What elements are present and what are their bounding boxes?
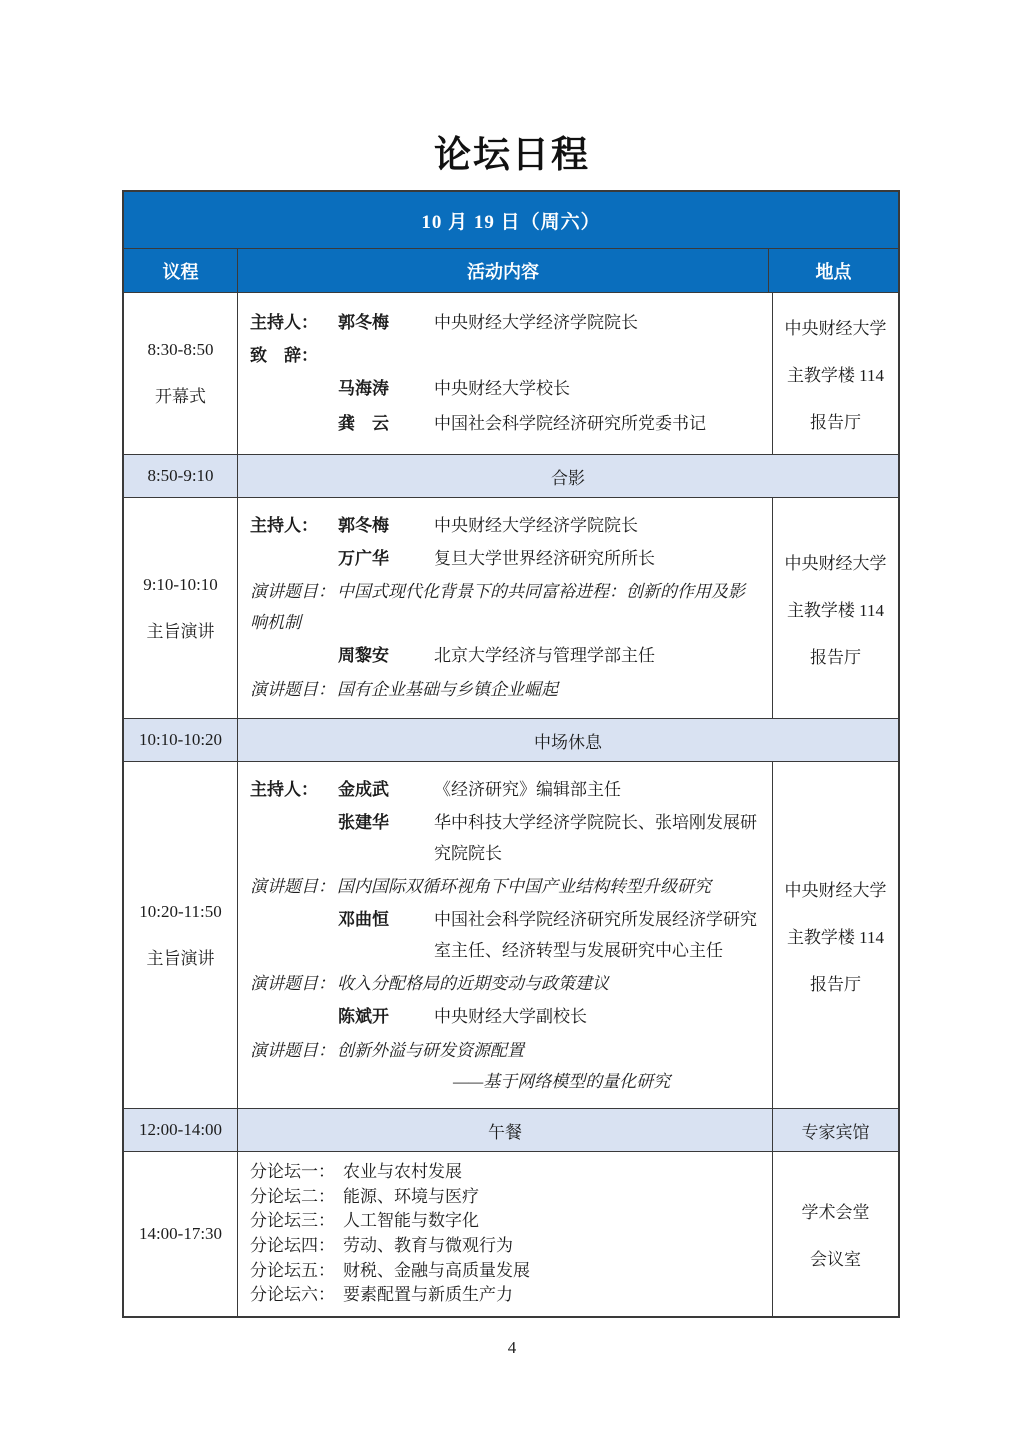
host-prefix: 主持人： xyxy=(250,515,318,535)
band-label: 中场休息 xyxy=(237,719,898,761)
table-row xyxy=(124,497,898,718)
forum-prefix: 分论坛二： xyxy=(250,1186,335,1206)
time-cell xyxy=(124,1152,237,1316)
speaker-name: 周黎安 xyxy=(338,646,389,666)
session-label: 主旨演讲 xyxy=(146,621,215,641)
time-cell: 12:00-14:00 xyxy=(138,1120,223,1139)
host-prefix: 主持人： xyxy=(250,312,318,332)
speaker-name: 万广华 xyxy=(338,549,389,569)
topic-text: 创新外溢与研发资源配置 xyxy=(337,1040,524,1060)
session-label: 开幕式 xyxy=(155,387,206,406)
content-cell xyxy=(237,498,772,718)
forum-line xyxy=(250,1160,760,1185)
topic-line xyxy=(250,577,760,638)
location-line: 报告厅 xyxy=(810,647,861,667)
host-line xyxy=(250,308,760,339)
location-line: 中央财经大学 xyxy=(784,319,887,338)
column-header-agenda: 议程 xyxy=(162,261,199,282)
forum-line xyxy=(250,1259,760,1284)
column-header-row xyxy=(124,248,898,292)
topic-prefix: 演讲题目： xyxy=(250,974,335,993)
time-text: 10:20-11:50 xyxy=(139,901,222,921)
table-row xyxy=(124,718,898,761)
content-cell xyxy=(237,293,772,454)
speaker-name: 马海涛 xyxy=(338,378,389,398)
topic-text: 国有企业基础与乡镇企业崛起 xyxy=(337,679,558,699)
speaker-title: 《经济研究》编辑部主任 xyxy=(434,779,621,799)
table-row xyxy=(124,1108,898,1151)
table-row xyxy=(124,454,898,497)
location-line: 中央财经大学 xyxy=(784,553,887,573)
location-line: 主教学楼 114 xyxy=(786,366,885,385)
location-line: 主教学楼 114 xyxy=(786,600,885,620)
topic-continuation: ——基于网络模型的量化研究 xyxy=(453,1071,671,1091)
time-text: 8:30-8:50 xyxy=(147,340,214,359)
speaker-name: 陈斌开 xyxy=(338,1007,389,1027)
speaker-name: 郭冬梅 xyxy=(338,515,389,535)
topic-text: 国内国际双循环视角下中国产业结构转型升级研究 xyxy=(337,876,711,896)
location-line: 学术会堂 xyxy=(801,1202,870,1222)
forum-line xyxy=(250,1209,760,1234)
speaker-title: 中国社会科学院经济研究所发展经济学研究室主任、经济转型与发展研究中心主任 xyxy=(434,910,757,960)
speaker-title: 华中科技大学经济学院院长、张培刚发展研究院院长 xyxy=(434,812,757,863)
forum-line xyxy=(250,1234,760,1259)
speaker-name: 金成武 xyxy=(338,779,389,799)
time-cell xyxy=(124,293,237,454)
column-header-location: 地点 xyxy=(768,249,898,292)
forum-prefix: 分论坛五： xyxy=(250,1260,335,1280)
location-cell xyxy=(772,498,898,718)
time-cell: 8:50-9:10 xyxy=(147,466,214,485)
table-row xyxy=(124,1151,898,1316)
location-cell xyxy=(772,1152,898,1316)
speaker-title: 中央财经大学经济学院院长 xyxy=(434,312,638,332)
forum-topic: 农业与农村发展 xyxy=(343,1162,462,1181)
speaker-name: 张建华 xyxy=(338,812,389,832)
topic-line xyxy=(250,675,760,706)
host-line xyxy=(250,511,760,542)
topic-prefix: 演讲题目： xyxy=(250,679,335,699)
topic-line xyxy=(250,872,760,903)
speaker-line xyxy=(250,544,760,575)
location-line: 中央财经大学 xyxy=(784,880,887,900)
speaker-line xyxy=(250,905,760,966)
forum-topic: 劳动、教育与微观行为 xyxy=(343,1235,513,1255)
speaker-title: 中国社会科学院经济研究所党委书记 xyxy=(434,413,706,433)
host-line xyxy=(250,775,760,806)
forum-prefix: 分论坛三： xyxy=(250,1211,335,1231)
forum-prefix: 分论坛四： xyxy=(250,1235,335,1255)
forum-line xyxy=(250,1185,760,1210)
forum-topic: 能源、环境与医疗 xyxy=(343,1186,479,1206)
speaker-title: 中央财经大学经济学院院长 xyxy=(434,515,638,535)
host-prefix: 主持人： xyxy=(250,779,318,799)
time-cell xyxy=(124,762,237,1108)
time-cell: 10:10-10:20 xyxy=(138,730,223,749)
speaker-line xyxy=(250,641,760,672)
topic-text: 中国式现代化背景下的共同富裕进程：创新的作用及影响机制 xyxy=(250,582,745,632)
speaker-line xyxy=(250,409,760,440)
page-number: 4 xyxy=(507,1338,517,1357)
topic-line xyxy=(250,1036,760,1067)
location-line: 报告厅 xyxy=(810,974,861,994)
section-label: 致 辞： xyxy=(250,345,318,365)
speaker-name: 龚 云 xyxy=(338,413,389,433)
speaker-title: 复旦大学世界经济研究所所长 xyxy=(434,549,655,569)
forum-topic: 财税、金融与高质量发展 xyxy=(343,1260,530,1280)
schedule-table xyxy=(122,190,900,1318)
band-label: 午餐 xyxy=(237,1109,772,1151)
topic-prefix: 演讲题目： xyxy=(250,582,335,602)
content-cell xyxy=(237,1152,772,1316)
speaker-name: 郭冬梅 xyxy=(338,312,389,332)
topic-prefix: 演讲题目： xyxy=(250,876,335,896)
page-title: 论坛日程 xyxy=(434,134,590,175)
location-line: 主教学楼 114 xyxy=(786,927,885,947)
speaker-line xyxy=(250,808,760,869)
speaker-title: 中央财经大学副校长 xyxy=(434,1007,587,1027)
band-label: 合影 xyxy=(237,455,898,497)
forum-line xyxy=(250,1283,760,1308)
content-cell xyxy=(237,762,772,1108)
schedule-rows xyxy=(124,292,898,1316)
speaker-name: 邓曲恒 xyxy=(338,910,389,930)
speaker-line xyxy=(250,374,760,405)
topic-prefix: 演讲题目： xyxy=(250,1040,335,1060)
forum-topic: 人工智能与数字化 xyxy=(343,1211,479,1231)
speaker-title: 中央财经大学校长 xyxy=(434,378,570,398)
topic-line xyxy=(250,969,760,1000)
time-cell xyxy=(124,498,237,718)
speaker-line xyxy=(250,1002,760,1033)
forum-prefix: 分论坛一： xyxy=(250,1162,335,1181)
time-text: 14:00-17:30 xyxy=(138,1223,223,1243)
forum-topic: 要素配置与新质生产力 xyxy=(343,1285,513,1305)
speaker-title: 北京大学经济与管理学部主任 xyxy=(434,646,655,666)
forum-prefix: 分论坛六： xyxy=(250,1285,335,1305)
table-row xyxy=(124,761,898,1108)
table-row xyxy=(124,292,898,454)
date-header: 10 月 19 日（周六） xyxy=(124,192,898,248)
location-cell xyxy=(772,762,898,1108)
column-header-content: 活动内容 xyxy=(237,249,768,292)
location-line: 会议室 xyxy=(810,1249,861,1269)
location-cell: 专家宾馆 xyxy=(772,1109,898,1151)
topic-text: 收入分配格局的近期变动与政策建议 xyxy=(337,974,609,993)
location-cell xyxy=(772,293,898,454)
time-text: 9:10-10:10 xyxy=(143,574,218,594)
location-line: 报告厅 xyxy=(810,413,861,432)
session-label: 主旨演讲 xyxy=(146,948,215,968)
